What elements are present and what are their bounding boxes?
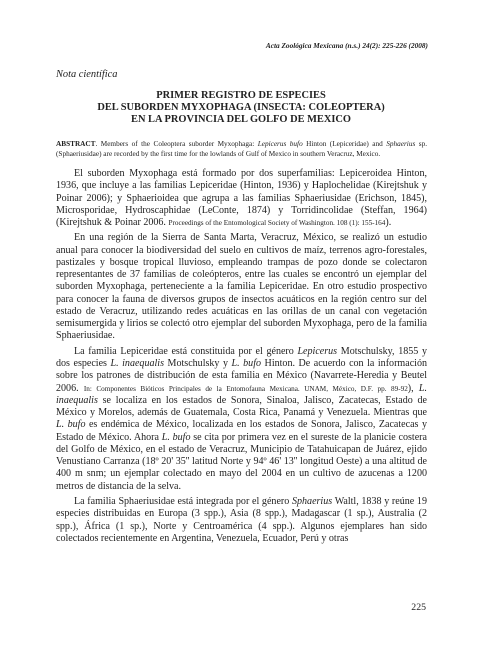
paragraph-1 — [56, 168, 427, 229]
paragraph-text: Hinton. De acuerdo con la información sobre los patrones de distribución de esta familia en México (Navarrete-Heredia y Beutel 2006. — [56, 358, 427, 394]
paragraph-text: ), — [407, 382, 419, 394]
title-line-1: PRIMER REGISTRO DE ESPECIES — [156, 90, 326, 101]
abstract — [56, 139, 427, 159]
abstract-text: Hinton (Lepiceridae) and — [302, 140, 387, 148]
paragraph-text: Motschulsky, 1855 y dos especies — [56, 345, 427, 370]
paragraph-2 — [56, 232, 427, 342]
paragraph-text: El suborden Myxophaga está formado por dos superfamilias: Lepiceroidea Hinton, 1936, que incluye a las familias Lepiceridae (Hinton, 1936) y Haplochelidae (Kirejtshuk y Poinar 2006); y Sphaerioidea que agrupa a las familias Sphaeriusidae (Erichson, 1845), Microsporidae, Hydroscaphidae (LeConte, 1874) y Torridincolidae (Steffan, 1964) (Kirejtshuk & Poinar 2006. — [56, 168, 427, 228]
title-line-2: DEL SUBORDEN MYXOPHAGA (INSECTA: COLEOPTERA) — [97, 102, 385, 113]
article-body — [56, 168, 427, 548]
reference-citation: Proceedings of the Entomological Society of Washington. 108 (1): 155-164 — [168, 219, 386, 227]
page-number: 225 — [411, 602, 426, 613]
paragraph-text: Waltl, 1838 y reúne 19 especies distribuidas en Europa (3 spp.), Asia (8 spp.), Madagascar (1 sp.), Australia (2 spp.), África (1 sp.), Norte y Centroamérica (4 spp.). Algunos ejemplares han sido colectados recientemente en Argentina, Venezuela, Ecuador, Perú y otras — [56, 496, 427, 544]
reference-citation: In: Componentes Bióticos Principales de la Entomofauna Mexicana. UNAM, México, D.F. pp. 89-92 — [83, 384, 408, 393]
paragraph-text: se localiza en los estados de Sonora, Sinaloa, Jalisco, Zacatecas, Estado de México y Morelos, además de Guatemala, Costa Rica, Panamá y Venezuela. Mientras que — [56, 394, 427, 419]
paragraph-text: es endémica de México, localizada en los estados de Sonora, Jalisco, Zacatecas y Estado de México. Ahora — [56, 419, 427, 443]
abstract-text: . Members of the Coleoptera suborder Myxophaga: — [95, 140, 258, 148]
species-name: L. inaequalis — [56, 382, 427, 406]
abstract-species: Sphaerius — [386, 140, 416, 148]
title-line-3: EN LA PROVINCIA DEL GOLFO DE MEXICO — [131, 114, 351, 125]
paragraph-3 — [56, 346, 427, 493]
genus-name: Sphaerius — [291, 496, 333, 508]
paragraph-text: La familia Lepiceridae está constituida por el género — [74, 345, 298, 357]
species-name: L. bufo — [231, 358, 262, 370]
paragraph-text: La familia Sphaeriusidae está integrada por el género — [74, 496, 292, 508]
paragraph-4 — [56, 496, 427, 545]
section-label: Nota científica — [56, 69, 118, 80]
article-title — [56, 90, 426, 126]
paragraph-text: En una región de la Sierra de Santa Marta, Veracruz, México, se realizó un estudio anual para conocer la biodiversidad del suelo en cultivos de maíz, terrenos agro-forestales, pastizales y bosque tropical lluvioso, empleando trampas de pozo donde se colectaron representantes de 37 familias de coleópteros, entre las cuales se encontró un ejemplar del suborden Myxophaga, perteneciente a la familia Lepiceridae. En otro estudio prospectivo para conocer la fauna de diversos grupos de insectos acuáticos en la región centro sur del estado de Veracruz, utilizando redes acuáticas en las orillas de un canal con vegetación semisumergida y lirios se colectó otro ejemplar del suborden Myxophaga, pero de la familia Sphaeriusidae. — [56, 232, 427, 342]
abstract-label: ABSTRACT — [56, 140, 96, 148]
species-name: L. bufo — [56, 419, 86, 431]
genus-name: Lepicerus — [297, 345, 338, 357]
journal-citation: Acta Zoológica Mexicana (n.s.) 24(2): 225-226 (2008) — [265, 41, 428, 50]
species-name: L. bufo — [161, 431, 191, 443]
paragraph-text: se cita por primera vez en el sureste de la planicie costera del Golfo de México, en el estado de Veracruz, Municipio de Tatahuicapan de Juárez, ejido Venustiano Carranza (18º 20' 35'' latitud Norte y 94º 46' 13'' longitud Oeste) a una altitud de 400 m snm; un ejemplar colectado en mayo del 2004 en un cultivo de azucenas a 1200 metros de distancia de la selva. — [56, 431, 427, 492]
abstract-text: sp. (Sphaeriusidae) are recorded by the first time for the lowlands of Gulf of Mexico in southern Veracruz, Mexico. — [56, 140, 428, 159]
abstract-species: Lepicerus bufo — [257, 140, 303, 148]
paragraph-text: ). — [385, 217, 392, 228]
paragraph-text: Motschulsky y — [164, 358, 232, 370]
species-name: L. inaequalis — [110, 358, 164, 370]
